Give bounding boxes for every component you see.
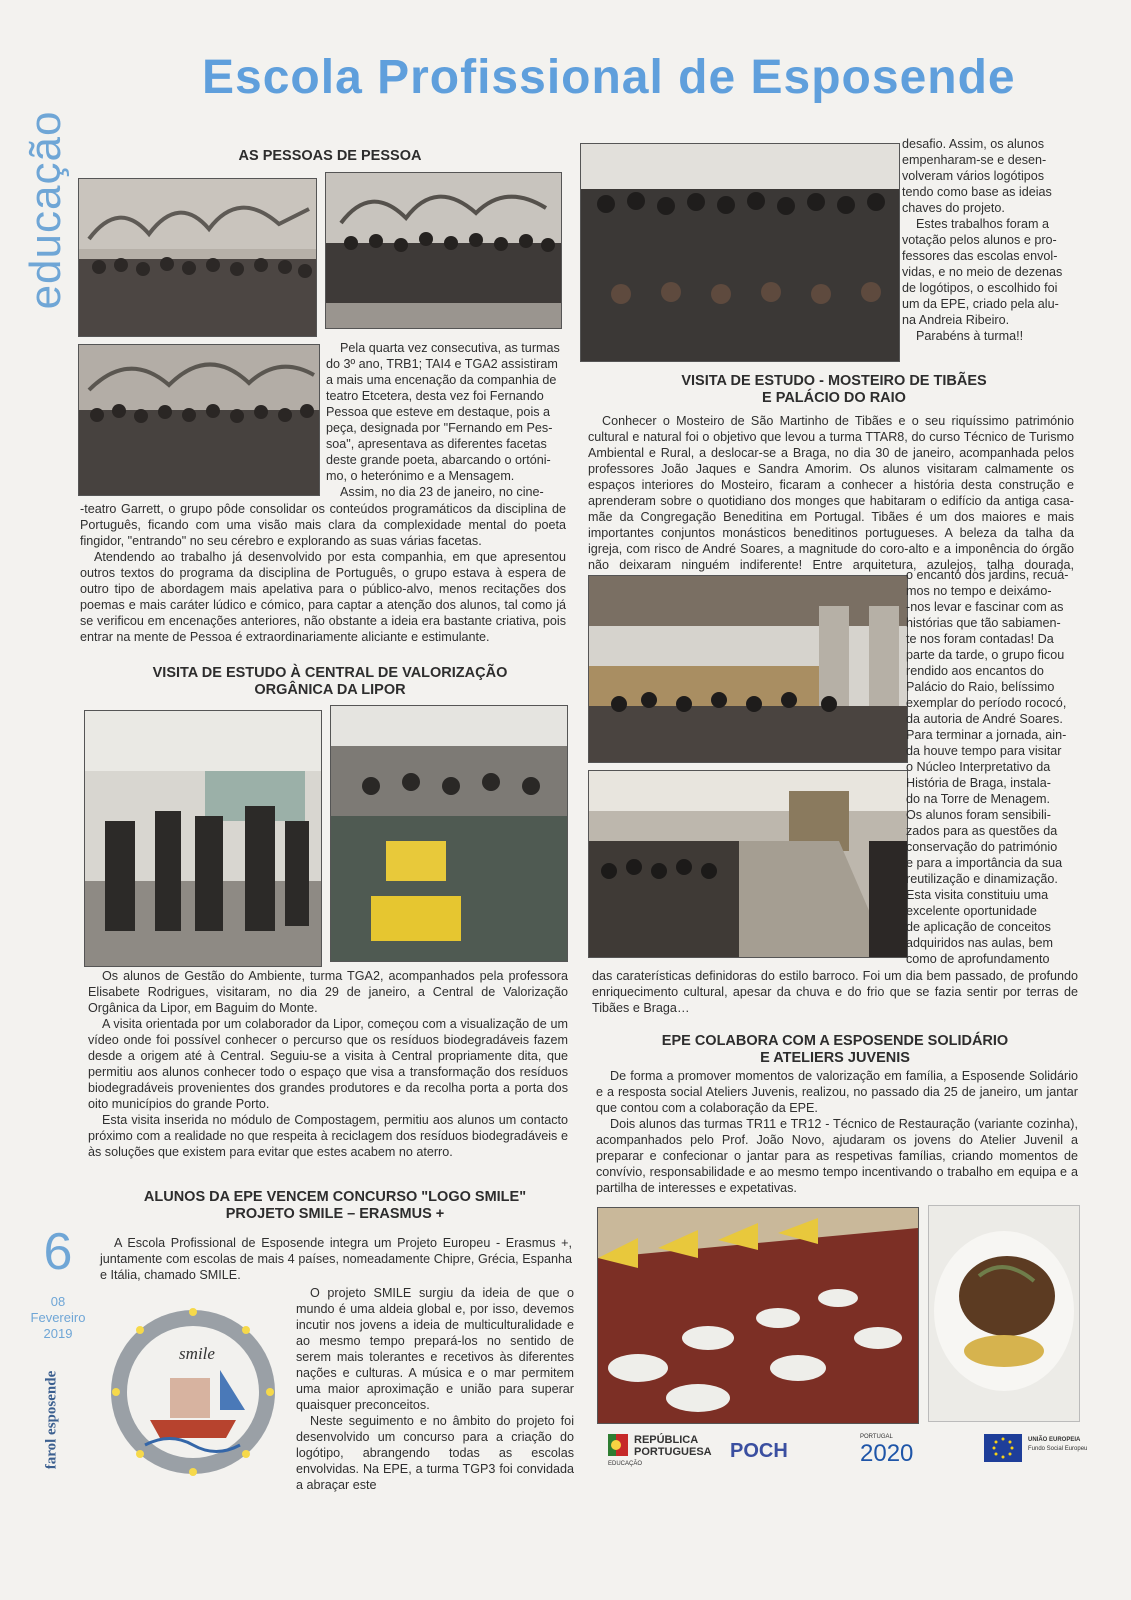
article3-continued-line: um da EPE, criado pela alu- <box>902 297 1059 311</box>
eu-line1: UNIÃO EUROPEIA <box>1028 1437 1081 1443</box>
article3-paragraph: A Escola Profissional de Esposende integra um Projeto Europeu - Erasmus +, juntamente com escolas de mais 4 países, nomeadamente Chipre, Grécia, Espanha e Itália, chamado SMILE. <box>100 1236 572 1282</box>
issue-date <box>22 1294 94 1342</box>
sponsor-logos <box>608 1430 1098 1480</box>
article4-paragraph: Conhecer o Mosteiro de São Martinho de Tibães e o seu riquíssimo património cultural e natural foi o objetivo que levou a turma TTAR8, do curso Técnico de Turismo Ambiental e Rural, a deslocar-se a Braga, no dia 30 de janeiro, acompanhada pelos professores João Jaques e Sandra Amorim. Os alunos visitaram calmamente os espaços interiores do Mosteiro, ficaram a conhecer a história desta construção e aprenderam sobre o quotidiano dos monges que habitaram o edifício da antiga casa-mãe da Congregação Beneditina em Portugal. Tibães é um dos maiores e mais importantes conjuntos monásticos beneditinos portugueses. A beleza da talha da igreja, com risco de André Soares, a magnitude do coro-alto e a imponência do órgão não deixaram ninguém indiferente! Entre arquitetura, azulejos, talha dourada, <box>588 414 1074 572</box>
article3-continued-line: chaves do projeto. <box>902 201 1005 215</box>
eu-label <box>1028 1436 1098 1454</box>
article1-title: AS PESSOAS DE PESSOA <box>238 148 422 164</box>
article3-paragraph: Neste seguimento e no âmbito do projeto foi desenvolvido um concurso para a criação do logótipo, abrangendo todas as escolas envolvidas. Na EPE, a turma TGP3 foi convidada a abraçar este <box>296 1414 574 1492</box>
article4-side-line: da houve tempo para visitar <box>906 744 1062 758</box>
page-number: 6 <box>43 1223 73 1281</box>
article1-paragraph: -teatro Garrett, o grupo pôde consolidar os conteúdos programáticos da disciplina de Português, ficando com uma visão mais clara da complexidade mental do poeta fingidor, "entrando" no seu cérebro e explorando as suas várias facetas. <box>80 502 566 548</box>
republica-line1: REPÚBLICA <box>634 1434 699 1446</box>
masthead-title: Escola Profissional de Esposende <box>202 51 1016 104</box>
article4-side-line: como de aprofundamento <box>906 952 1050 966</box>
article4-side-line: rendido aos encantos do <box>906 664 1044 678</box>
article1-intro-line: Pessoa que esteve em destaque, pois a <box>326 405 551 419</box>
smile-logo-text: smile <box>179 1344 215 1363</box>
article4-side-line: do na Torre de Menagem. <box>906 792 1050 806</box>
issue-date-day: 08 <box>50 1294 66 1309</box>
article1-intro-line: Pela quarta vez consecutiva, as turmas <box>340 341 560 355</box>
photo-pessoa-group-2 <box>325 172 562 329</box>
article3-continued-line: empenharam-se e desen- <box>902 153 1047 167</box>
photo-tgp3-class <box>580 143 900 362</box>
article1-intro-line: do 3º ano, TRB1; TAI4 e TGA2 assistiram <box>326 357 558 371</box>
article4-side-line: reutilização e dinamização. <box>906 872 1058 886</box>
photo-lipor-2 <box>330 705 568 962</box>
article2-paragraph: Os alunos de Gestão do Ambiente, turma TGA2, acompanhados pela professora Elisabete Rodrigues, visitaram, no dia 29 de janeiro, a Central de Valorização Orgânica da Lipor, em Baguim do Monte. <box>88 969 568 1015</box>
article4-end <box>592 968 1078 1016</box>
article5-paragraph: De forma a promover momentos de valorização em família, a Esposende Solidário e a resposta social Ateliers Juvenis, realizou, no passado dia 25 de janeiro, um jantar que contou com a colaboração da EPE. <box>596 1069 1078 1115</box>
article4-side-line: -nos levar e fascinar com as <box>906 600 1064 614</box>
article5-title <box>600 1033 1070 1067</box>
article4-side-line: Os alunos foram sensibili- <box>906 808 1051 822</box>
article1-intro-line: Assim, no dia 23 de janeiro, no cine- <box>340 485 544 499</box>
flag-icon <box>608 1434 628 1456</box>
article3-continued-line: desafio. Assim, os alunos <box>902 137 1045 151</box>
photo-tibaes-church <box>588 770 908 958</box>
article4-side-line: Esta visita constituiu uma <box>906 888 1049 902</box>
article4-side-text <box>906 567 1072 967</box>
article2-paragraph: A visita orientada por um colaborador da Lipor, começou com a visualização de um vídeo onde foi possível conhecer o percurso que os resíduos biodegradáveis fazem desde a origem até à Central. Seguiu-se a visita à Central propriamente dita, que permitiu aos alunos conhecer todo o espaço que visa a transformação dos resíduos biodegradáveis provenientes dos grandes produtores e da recolha porta a porta dos oito municípios do grande Porto. <box>88 1017 568 1111</box>
portugal-2020-logo <box>860 1434 913 1468</box>
article2-title <box>110 665 550 699</box>
article3-intro <box>100 1235 572 1283</box>
article1-intro-line: peça, designada por "Fernando em Pes- <box>326 421 553 435</box>
article4-body <box>588 413 1074 589</box>
article1-intro-line: deste grande poeta, abarcando o ortóni- <box>326 453 551 467</box>
article4-title-line: VISITA DE ESTUDO - MOSTEIRO DE TIBÃES <box>681 373 987 389</box>
article5-body <box>596 1068 1078 1196</box>
republica-sub: EDUCAÇÃO <box>608 1461 643 1467</box>
article4-title <box>600 373 1068 407</box>
article4-side-line: mos no tempo e deixámo- <box>906 584 1052 598</box>
article3-title-line: ALUNOS DA EPE VENCEM CONCURSO "LOGO SMILE" <box>143 1189 527 1205</box>
article3-continued-line: volveram vários logótipos <box>902 169 1045 183</box>
photo-dish <box>928 1205 1080 1422</box>
portugal-2020: 2020 <box>860 1440 914 1467</box>
article2-body <box>88 968 568 1160</box>
republica-line2: PORTUGUESA <box>634 1446 712 1458</box>
poch-logo: POCH <box>730 1440 788 1462</box>
article3-continued-line: Parabéns à turma!! <box>916 329 1024 343</box>
article3-title-line: PROJETO SMILE – ERASMUS + <box>225 1206 445 1222</box>
article4-side-line: e para a importância da sua <box>906 856 1063 870</box>
article4-side-line: excelente oportunidade <box>906 904 1037 918</box>
article3-continued-line: fessores das escolas envol- <box>902 249 1058 263</box>
article1-intro <box>326 340 566 500</box>
article3-paragraph: O projeto SMILE surgiu da ideia de que o mundo é uma aldeia global e, por isso, devemos incutir nos jovens a ideia de multiculturalidade e ao mesmo tempo prepará-los no sentido de serem mais tolerantes e recetivos às diferentes nações e culturas. A música e o mar permitem uma maior aproximação e união para superar quaisquer preconceitos. <box>296 1286 574 1412</box>
article3-continued-line: na Andreia Ribeiro. <box>902 313 1010 327</box>
photo-pessoa-group-3 <box>78 344 320 496</box>
article3-title <box>110 1189 560 1223</box>
article3-continued-line: vidas, e no meio de dezenas <box>902 265 1063 279</box>
article3-continued-line: tendo como base as ideias <box>902 185 1052 199</box>
article5-title-line: EPE COLABORA COM A ESPOSENDE SOLIDÁRIO <box>661 1033 1009 1049</box>
article4-side-line: da autoria de André Soares. <box>906 712 1063 726</box>
photo-dinner-table <box>597 1207 919 1424</box>
publication-logo: farol esposende <box>43 1370 60 1470</box>
smile-logo <box>100 1300 286 1480</box>
article1-paragraph: Atendendo ao trabalho já desenvolvido por esta companhia, em que apresentou outros textos do programa da disciplina de Português, o grupo estava à espera de outro tipo de abordagem mais apelativa para o público-alvo, menos recitações dos poemas e mais caráter lúdico e cómico, para captar a atenção dos alunos, tal como já se verificou em encenações anteriores, não obstante a ideia era bastante criativa, pois entrar na mente de Pessoa é extraordinariamente aliciante e estimulante. <box>80 550 566 644</box>
article4-side-line: Para terminar a jornada, ain- <box>906 728 1067 742</box>
article1-intro-line: teatro Etcetera, desta vez foi Fernando <box>326 389 544 403</box>
eu-flag-icon <box>984 1434 1022 1462</box>
photo-pessoa-group-1 <box>78 178 317 337</box>
article5-paragraph: Dois alunos das turmas TR11 e TR12 - Técnico de Restauração (variante cozinha), acompanhados pelo Prof. João Novo, ajudaram os jovens do Atelier Juvenil a preparar e confecionar o jantar para as respetivas famílias, criando momentos de convívio, responsabilidade e ao mesmo tempo incentivando o trabalho em equipa e a partilha de interesses e expetativas. <box>596 1117 1078 1195</box>
section-label: educação <box>21 110 70 310</box>
article4-side-line: História de Braga, instala- <box>906 776 1051 790</box>
article2-title-line: VISITA DE ESTUDO À CENTRAL DE VALORIZAÇÃO <box>152 665 508 681</box>
article1-intro-line: mo, o heterónimo e a Mensagem. <box>326 469 515 483</box>
article4-paragraph: das caraterísticas definidoras do estilo barroco. Foi um dia bem passado, de profundo enriquecimento cultural, apesar da chuva e do frio que se fazia sentir por terras de Tibães e Braga… <box>592 969 1078 1015</box>
photo-lipor-1 <box>84 710 322 967</box>
article5-title-line: E ATELIERS JUVENIS <box>760 1050 910 1066</box>
article4-side-line: zados para as questões da <box>906 824 1058 838</box>
article1-body <box>80 501 566 645</box>
article3-continued-line: Estes trabalhos foram a <box>916 217 1049 231</box>
article3-continued <box>902 136 1068 344</box>
article4-side-line: parte da tarde, o grupo ficou <box>906 648 1065 662</box>
article4-side-line: te nos foram contadas! Da <box>906 632 1054 646</box>
photo-tibaes-cloister <box>588 575 908 763</box>
article4-side-line: conservação do património <box>906 840 1058 854</box>
article4-side-line: o Núcleo Interpretativo da <box>906 760 1051 774</box>
article3-body <box>296 1285 574 1493</box>
issue-date-month: Fevereiro <box>30 1310 86 1325</box>
article2-paragraph: Esta visita inserida no módulo de Compostagem, permitiu aos alunos um contacto próximo com a realidade no que respeita à reciclagem dos resíduos biodegradáveis e às soluções que existem para evitar que estes acabem no aterro. <box>88 1113 568 1159</box>
issue-date-year: 2019 <box>43 1326 73 1341</box>
article4-title-line: E PALÁCIO DO RAIO <box>762 390 906 406</box>
article4-side-line: o encanto dos jardins, recuá- <box>906 568 1069 582</box>
article4-side-line: de aplicação de conceitos <box>906 920 1051 934</box>
article2-title-line: ORGÂNICA DA LIPOR <box>254 682 406 698</box>
portugal-small: PORTUGAL <box>860 1434 893 1440</box>
article4-side-line: exemplar do período rococó, <box>906 696 1067 710</box>
article4-side-line: histórias que tão sabiamen- <box>906 616 1061 630</box>
eu-line2: Fundo Social Europeu <box>1028 1446 1088 1452</box>
article1-intro-line: a mais uma encenação da companhia de <box>326 373 557 387</box>
article3-continued-line: de logótipos, o escolhido foi <box>902 281 1058 295</box>
article1-intro-line: soa", apresentava as diferentes facetas <box>326 437 547 451</box>
article3-continued-line: votação pelos alunos e pro- <box>902 233 1057 247</box>
article4-side-line: Palácio do Raio, belíssimo <box>906 680 1055 694</box>
article4-side-line: adquiridos nas aulas, bem <box>906 936 1054 950</box>
republica-portuguesa-logo <box>608 1434 728 1470</box>
